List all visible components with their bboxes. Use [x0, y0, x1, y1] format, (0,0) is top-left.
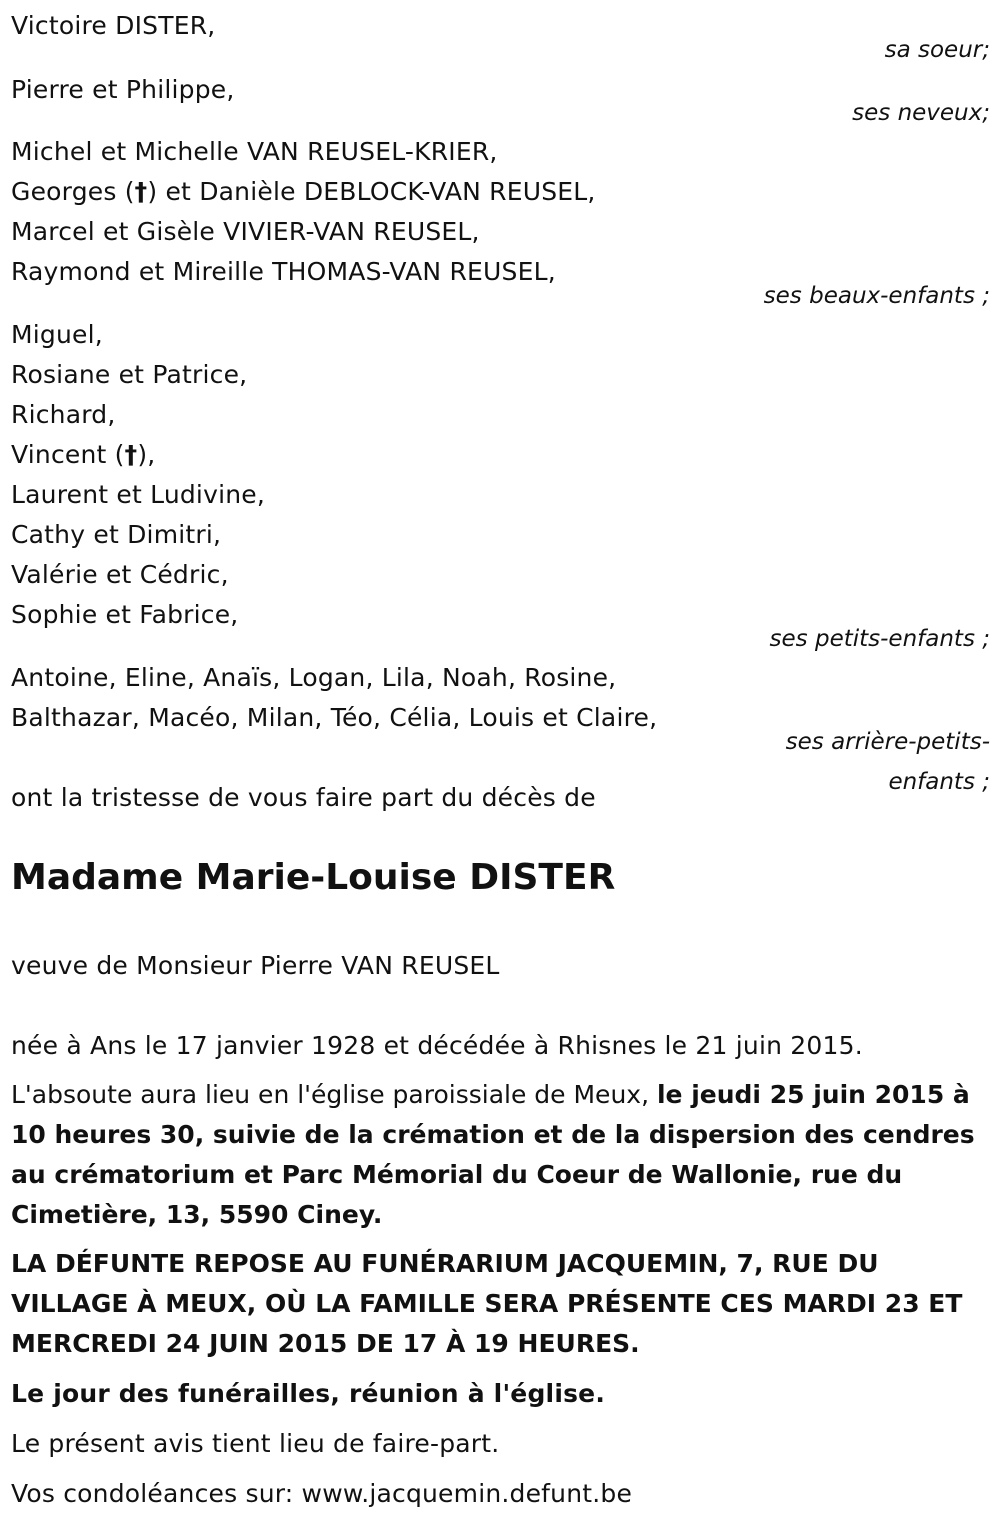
grandchild-line-3: Richard, [11, 400, 116, 429]
ceremony-place: L'absoute aura lieu en l'église paroissiale de Meux, [11, 1080, 657, 1109]
grandchild-line-5: Laurent et Ludivine, [11, 480, 265, 509]
cross-icon: † [134, 177, 148, 206]
stepchild-line-1: Michel et Michelle VAN REUSEL-KRIER, [11, 137, 498, 166]
cross-icon: † [124, 440, 138, 469]
condolences-line: Vos condoléances sur: www.jacquemin.defunt.be [11, 1479, 633, 1508]
grandchild-line-8: Sophie et Fabrice, [11, 600, 239, 629]
birth-death: née à Ans le 17 janvier 1928 et décédée à Rhisnes le 21 juin 2015. [11, 1031, 863, 1060]
funeral-home-paragraph: LA DÉFUNTE REPOSE AU FUNÉRARIUM JACQUEMIN, 7, RUE DU VILLAGE À MEUX, OÙ LA FAMILLE SERA PRÉSENTE CES MARDI 23 ET MERCREDI 24 JUIN 2015 DE 17 À 19 HEURES. [11, 1249, 963, 1358]
great-grandchildren-role-1: ses arrière-petits- [785, 729, 990, 755]
great-grandchild-line-1: Antoine, Eline, Anaïs, Logan, Lila, Noah, Rosine, [11, 663, 617, 692]
grandchild-line-4: Vincent (†), [11, 440, 156, 469]
sister-name: Victoire DISTER, [11, 11, 216, 40]
grandchildren-role: ses petits-enfants ; [769, 626, 990, 652]
nephews-name: Pierre et Philippe, [11, 75, 235, 104]
ceremony-paragraph [11, 1075, 991, 1235]
meeting-line: Le jour des funérailles, réunion à l'église. [11, 1379, 606, 1408]
great-grandchild-line-2: Balthazar, Macéo, Milan, Téo, Célia, Louis et Claire, [11, 703, 658, 732]
stepchildren-role: ses beaux-enfants ; [763, 283, 990, 309]
stepchild-line-3: Marcel et Gisèle VIVIER-VAN REUSEL, [11, 217, 480, 246]
announcement-intro: ont la tristesse de vous faire part du décès de [11, 783, 596, 812]
grandchild-line-1: Miguel, [11, 320, 103, 349]
widow-of: veuve de Monsieur Pierre VAN REUSEL [11, 951, 500, 980]
ceremony-details: le jeudi 25 juin 2015 à 10 heures 30, suivie de la crémation et de la dispersion des cendres au crématorium et Parc Mémorial du Coeur de Wallonie, rue du Cimetière, 13, 5590 Ciney. [11, 1080, 975, 1229]
grandchild-line-7: Valérie et Cédric, [11, 560, 229, 589]
sister-role: sa soeur; [884, 37, 990, 63]
stepchild-line-2: Georges (†) et Danièle DEBLOCK-VAN REUSEL, [11, 177, 596, 206]
deceased-name: Madame Marie-Louise DISTER [11, 857, 616, 898]
grandchild-line-6: Cathy et Dimitri, [11, 520, 222, 549]
nephews-role: ses neveux; [852, 100, 990, 126]
grandchild-line-2: Rosiane et Patrice, [11, 360, 248, 389]
notice-line: Le présent avis tient lieu de faire-part. [11, 1429, 500, 1458]
great-grandchildren-role-2: enfants ; [888, 769, 990, 795]
stepchild-line-4: Raymond et Mireille THOMAS-VAN REUSEL, [11, 257, 556, 286]
